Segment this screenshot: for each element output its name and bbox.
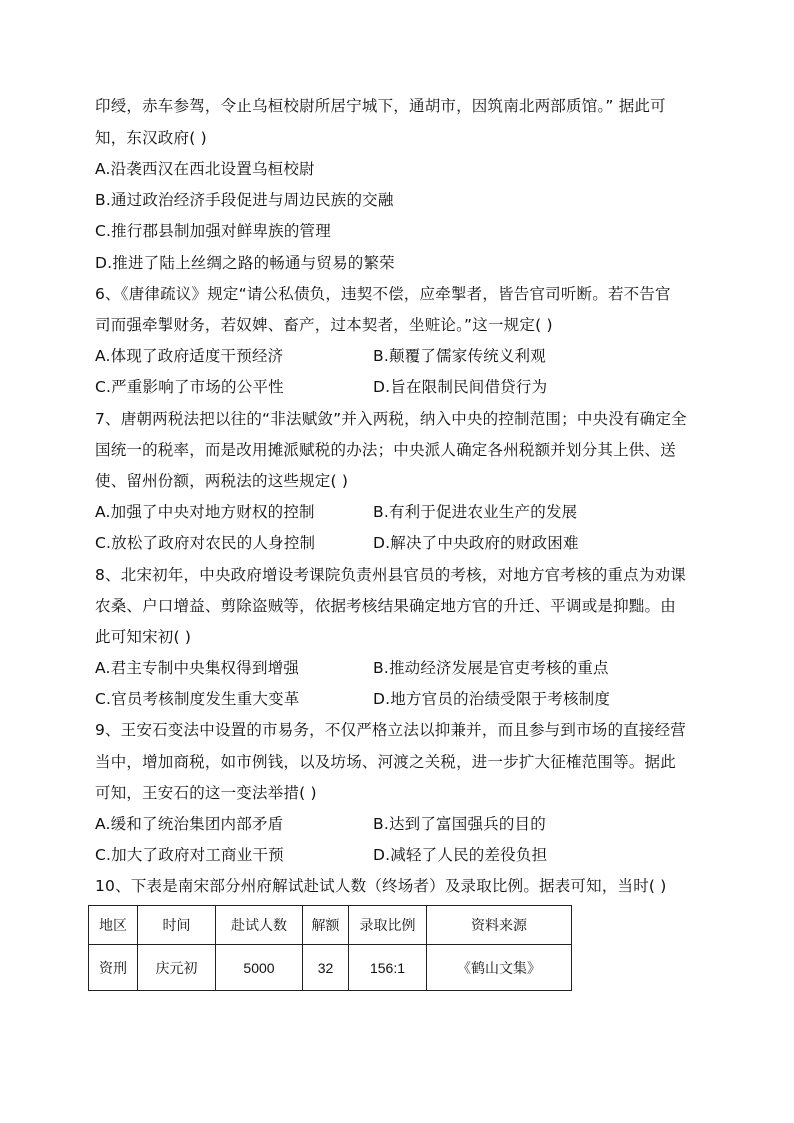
q6-option-c: C.严重影响了市场的公平性 [95, 378, 284, 396]
q9-option-c: C.加大了政府对工商业干预 [95, 846, 284, 864]
q7-option-d: D.解决了中央政府的财政困难 [373, 534, 579, 552]
q6-option-d: D.旨在限制民间借贷行为 [373, 378, 548, 396]
q8-stem-line-3: 此可知宋初( ) [95, 628, 192, 646]
q5-option-c: C.推行郡县制加强对鲜卑族的管理 [95, 222, 331, 240]
table-cell: 庆元初 [138, 945, 216, 991]
q6-stem-line-1: 6、《唐律疏议》规定“请公私债负，违契不偿，应牵掣者，皆告官司听断。若不告官 [95, 285, 671, 303]
table-cell: 《鹤山文集》 [427, 945, 572, 991]
q9-option-d: D.减轻了人民的差役负担 [373, 846, 548, 864]
q10-stem: 10、下表是南宋部分州府解试赴试人数（终场者）及录取比例。据表可知，当时( ) [95, 877, 667, 895]
q5-option-d: D.推进了陆上丝绸之路的畅通与贸易的繁荣 [95, 254, 395, 272]
q9-option-b: B.达到了富国强兵的目的 [373, 815, 546, 833]
q8-option-b: B.推动经济发展是官吏考核的重点 [373, 659, 609, 677]
table-header-cell: 解额 [303, 906, 349, 945]
q7-stem-line-2: 国统一的税率，而是改用摊派赋税的办法；中央派人确定各州税额并划分其上供、送 [95, 441, 676, 459]
table-header-cell: 时间 [138, 906, 216, 945]
q9-stem-line-2: 当中，增加商税，如市例钱，以及坊场、河渡之关税，进一步扩大征榷范围等。据此 [95, 753, 676, 771]
table-row [89, 945, 572, 991]
q7-stem-line-3: 使、留州份额，两税法的这些规定( ) [95, 472, 349, 490]
enrollment-table [88, 905, 572, 991]
q7-option-a: A.加强了中央对地方财权的控制 [95, 503, 315, 521]
q9-option-a: A.缓和了统治集团内部矛盾 [95, 815, 284, 833]
table-cell: 32 [303, 945, 349, 991]
q5-option-a: A.沿袭西汉在西北设置乌桓校尉 [95, 160, 315, 178]
table-header-cell: 录取比例 [349, 906, 427, 945]
q9-stem-line-1: 9、王安石变法中设置的市易务，不仅严格立法以抑兼并，而且参与到市场的直接经营 [95, 721, 686, 739]
q8-option-d: D.地方官员的治绩受限于考核制度 [373, 690, 611, 708]
q6-option-b: B.颠覆了儒家传统义利观 [373, 347, 546, 365]
q7-option-c: C.放松了政府对农民的人身控制 [95, 534, 316, 552]
table-cell: 资刑 [89, 945, 138, 991]
q7-stem-line-1: 7、唐朝两税法把以往的“非法赋敛”并入两税，纳入中央的控制范围；中央没有确定全 [95, 410, 687, 428]
q8-option-a: A.君主专制中央集权得到增强 [95, 659, 300, 677]
table-header-cell: 赴试人数 [216, 906, 303, 945]
q5-stem-line-2: 知，东汉政府( ) [95, 129, 207, 147]
q7-option-b: B.有利于促进农业生产的发展 [373, 503, 578, 521]
q8-stem-line-1: 8、北宋初年，中央政府增设考课院负责州县官员的考核，对地方官考核的重点为劝课 [95, 566, 686, 584]
q9-stem-line-3: 可知，王安石的这一变法举措( ) [95, 784, 317, 802]
table-header-row [89, 906, 572, 945]
q5-option-b: B.通过政治经济手段促进与周边民族的交融 [95, 191, 394, 209]
q5-stem-line-1: 印绶，赤车参驾，令止乌桓校尉所居宁城下，通胡市，因筑南北两部质馆。” 据此可 [95, 97, 666, 115]
table-header-cell: 资料来源 [427, 906, 572, 945]
q6-option-a: A.体现了政府适度干预经济 [95, 347, 284, 365]
table-cell: 5000 [216, 945, 303, 991]
table-header-cell: 地区 [89, 906, 138, 945]
q8-stem-line-2: 农桑、户口增益、剪除盗贼等，依据考核结果确定地方官的升迁、平调或是抑黜。由 [95, 597, 676, 615]
q6-stem-line-2: 司而强牵掣财务，若奴婢、畜产，过本契者，坐赃论。”这一规定( ) [95, 316, 553, 334]
table-cell: 156:1 [349, 945, 427, 991]
q8-option-c: C.官员考核制度发生重大变革 [95, 690, 300, 708]
